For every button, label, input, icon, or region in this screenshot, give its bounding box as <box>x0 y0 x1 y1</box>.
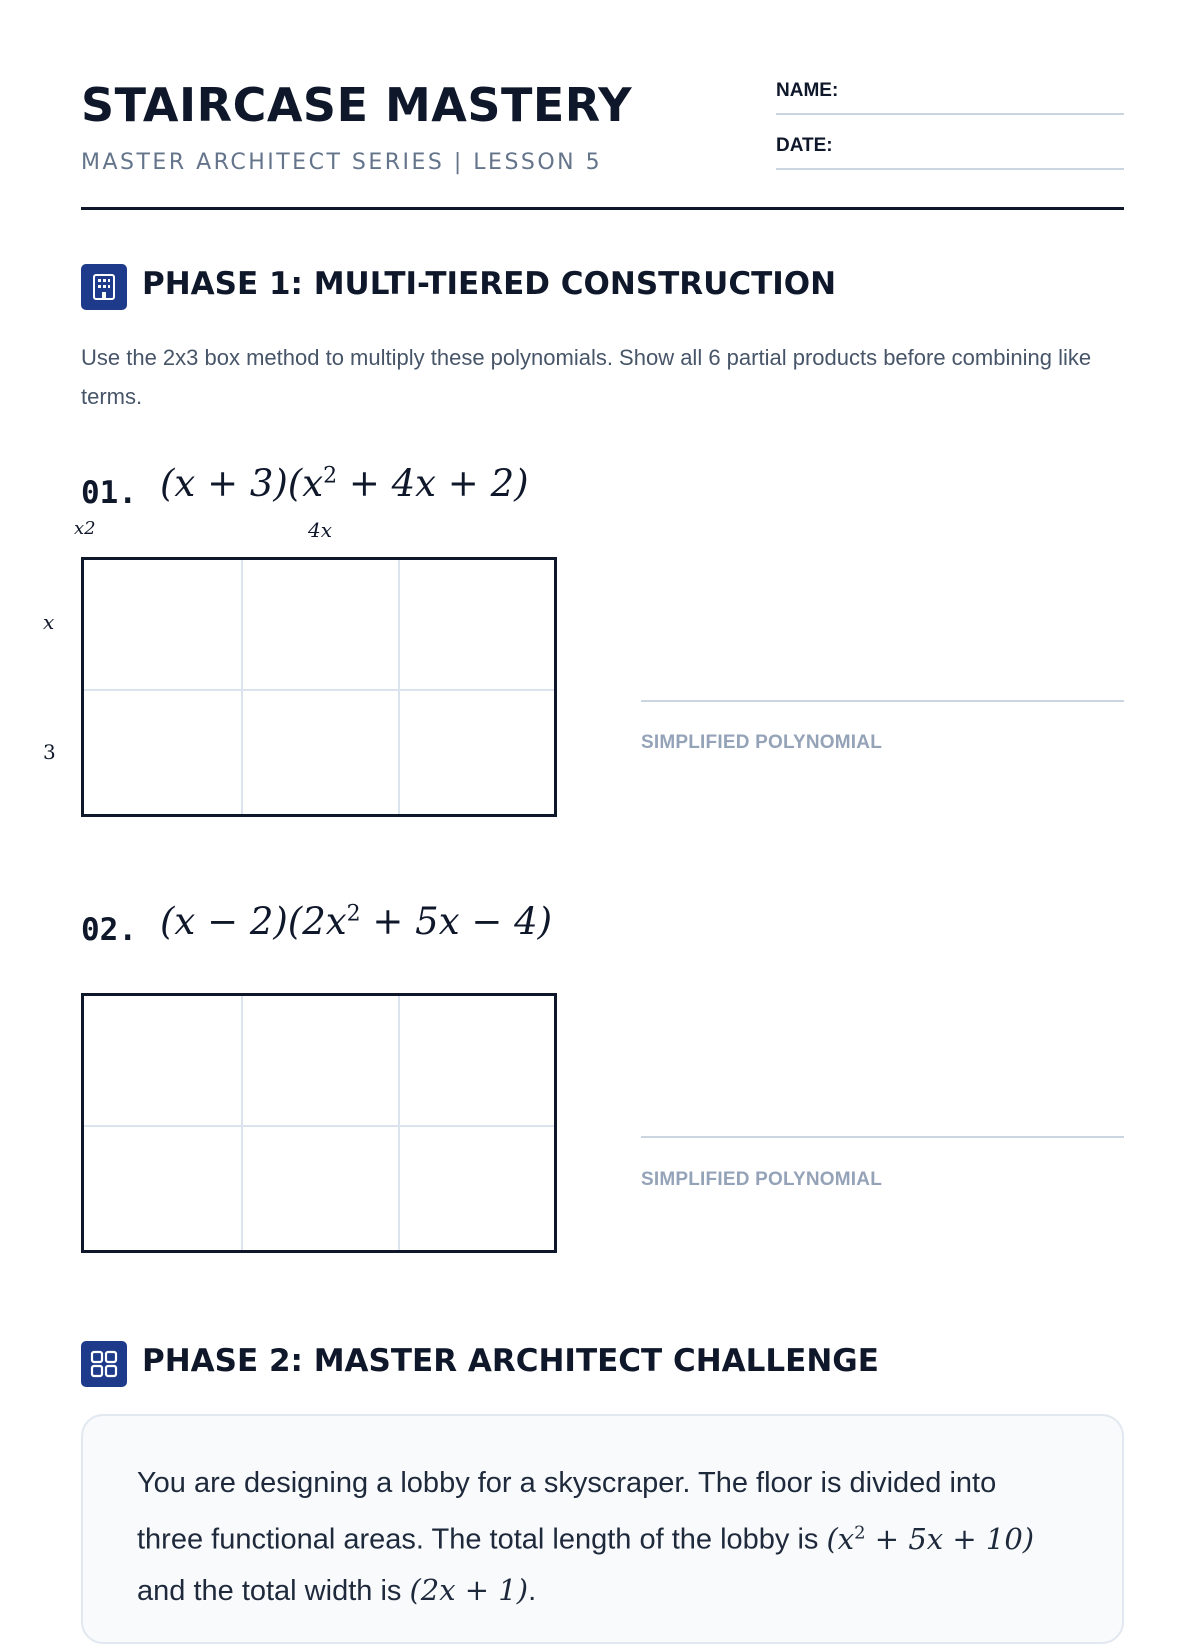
phase2-title: PHASE 2: MASTER ARCHITECT CHALLENGE <box>142 1343 879 1379</box>
building-icon <box>81 264 127 310</box>
box-side-label: x <box>43 610 55 634</box>
box-side-label: 3 <box>43 740 56 764</box>
problem-expression: $(x + 3)(x^2 + 4x + 2)$ <box>160 462 529 505</box>
answer-label: SIMPLIFIED POLYNOMIAL <box>641 1169 883 1190</box>
box-top-label: 4x <box>308 518 333 542</box>
page-title: STAIRCASE MASTERY <box>81 78 633 132</box>
answer-label: SIMPLIFIED POLYNOMIAL <box>641 732 883 753</box>
page-subtitle: MASTER ARCHITECT SERIES | LESSON 5 <box>81 150 603 175</box>
name-field[interactable] <box>776 113 1124 115</box>
box-method-grid[interactable] <box>81 557 557 817</box>
answer-field[interactable] <box>641 700 1124 702</box>
name-label: NAME: <box>776 80 839 101</box>
problem-number: 02. <box>81 912 137 948</box>
header-divider <box>81 207 1124 210</box>
box-method-grid[interactable] <box>81 993 557 1253</box>
phase1-title: PHASE 1: MULTI-TIERED CONSTRUCTION <box>142 266 837 302</box>
date-field[interactable] <box>776 168 1124 170</box>
date-label: DATE: <box>776 135 833 156</box>
problem-number: 01. <box>81 475 137 511</box>
challenge-card <box>81 1414 1124 1644</box>
grid-icon <box>81 1341 127 1387</box>
problem-expression: $(x - 2)(2x^2 + 5x - 4)$ <box>160 900 553 943</box>
challenge-text: You are designing a lobby for a skyscraper. The floor is divided into three functional areas. The total length of the lobby is $(x^2 + 5x + 10)$ and the total width is (2x + 1). <box>137 1467 1035 1607</box>
box-top-label: x2 <box>74 518 96 539</box>
answer-field[interactable] <box>641 1136 1124 1138</box>
phase1-instructions: Use the 2x3 box method to multiply these polynomials. Show all 6 partial products before combining like terms. <box>81 345 1092 409</box>
